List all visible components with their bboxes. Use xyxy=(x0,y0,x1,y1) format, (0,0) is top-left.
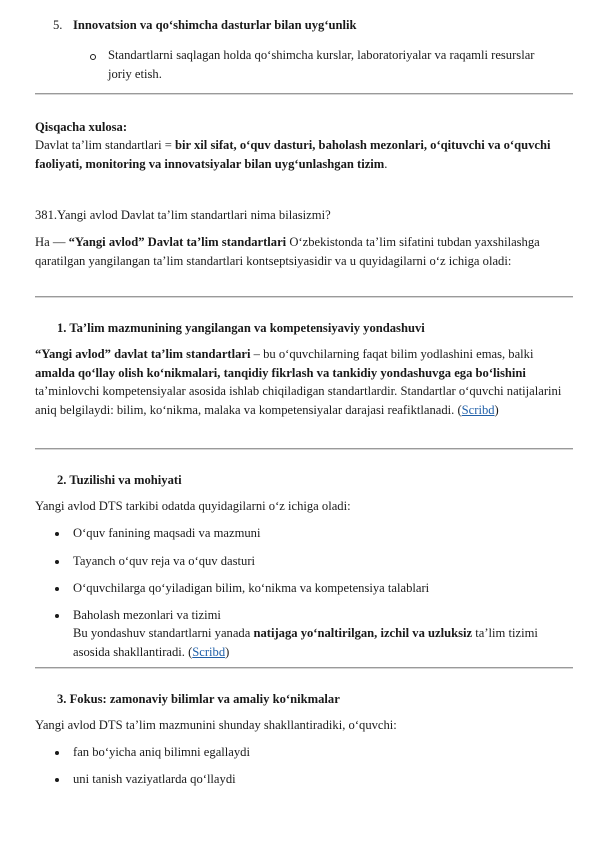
section-3-item: uni tanish vaziyatlarda qo‘llaydi xyxy=(73,772,236,786)
answer-ha: Ha — xyxy=(35,235,69,249)
section-1-text-2: ta’minlovchi kompetensiyalar asosida ishlab chiqiladigan standartlardir. Standartlar o‘quvchi natijalarini aniq belgilaydi: bilim, ko‘nikma, malaka va kompetensiyalar darajasi reafiktlanadi. ( xyxy=(35,384,562,417)
section-2-heading: 2. Tuzilishi va mohiyati xyxy=(57,473,182,487)
section-5-title: Innovatsion va qo‘shimcha dasturlar bilan uyg‘unlik xyxy=(73,18,357,32)
section-2-item: Tayanch o‘quv reja va o‘quv dasturi xyxy=(73,554,256,568)
section-2-close: ) xyxy=(225,644,230,659)
summary-text xyxy=(35,136,565,173)
section-2-item: Baholash mezonlari va tizimi xyxy=(73,608,221,622)
bullet-icon xyxy=(55,614,59,618)
section-2-note xyxy=(73,624,563,661)
section-1-text-1: – bu o‘quvchilarning faqat bilim yodlashini emas, balki xyxy=(250,347,534,361)
section-1-paragraph xyxy=(35,345,570,419)
section-3-item: fan bo‘yicha aniq bilimni egallaydi xyxy=(73,745,250,759)
section-2-note-text-2: ta’lim tizimi asosida shakllantiradi. ( xyxy=(73,626,538,659)
section-5-number: 5. xyxy=(53,18,63,32)
section-5-item: Standartlarni saqlagan holda qo‘shimcha kurslar, laboratoriyalar va raqamli resurslar joriy etish. xyxy=(108,48,535,81)
summary-lead: Davlat ta’lim standartlari = xyxy=(35,138,172,152)
answer-rest: O‘zbekistonda ta’lim sifatini tubdan yaxshilashga qaratilgan yangilangan ta’lim standartlari kontseptsiyasidir va u quyidagilarni o‘z ichiga oladi: xyxy=(35,235,540,268)
summary-heading: Qisqacha xulosa: xyxy=(35,120,128,134)
summary-bold: bir xil sifat, o‘quv dasturi, baholash mezonlari, o‘qituvchi va o‘quvchi faoliyati, monitoring va innovatsiyalar bilan uyg‘unlashgan tizim xyxy=(35,138,551,171)
section-1-heading: 1. Ta’lim mazmunining yangilangan va kompetensiyaviy yondashuvi xyxy=(57,321,425,335)
bullet-icon xyxy=(55,560,59,564)
section-1-bold-2: amalda qo‘llay olish ko‘nikmalari, tanqidiy fikrlash va tankidiy yondashuvga ega bo‘lishini xyxy=(35,365,526,380)
bullet-icon xyxy=(55,532,59,536)
section-2-item: O‘quvchilarga qo‘yiladigan bilim, ko‘nikma va kompetensiya talablari xyxy=(73,581,430,595)
section-1-bold-1: “Yangi avlod” davlat ta’lim standartlari xyxy=(35,347,251,361)
scribd-link[interactable]: Scribd xyxy=(192,644,226,659)
section-2-note-text: Bu yondashuv standartlarni yanada xyxy=(73,626,254,640)
divider xyxy=(35,93,573,95)
summary-tail: . xyxy=(384,156,388,171)
divider xyxy=(35,448,573,450)
scribd-link[interactable]: Scribd xyxy=(461,402,495,417)
hollow-circle-bullet-icon xyxy=(90,54,96,60)
section-3-heading: 3. Fokus: zamonaviy bilimlar va amaliy ko‘nikmalar xyxy=(57,692,340,706)
divider xyxy=(35,667,573,669)
bullet-icon xyxy=(55,751,59,755)
section-2-item: O‘quv fanining maqsadi va mazmuni xyxy=(73,526,261,540)
section-3-intro: Yangi avlod DTS ta’lim mazmunini shunday shakllantiradiki, o‘quvchi: xyxy=(35,718,397,732)
divider xyxy=(35,296,573,298)
answer-381 xyxy=(35,233,575,270)
section-2-note-bold: natijaga yo‘naltirilgan, izchil va uzluksiz xyxy=(253,626,473,640)
bullet-icon xyxy=(55,587,59,591)
bullet-icon xyxy=(55,778,59,782)
answer-bold: “Yangi avlod” Davlat ta’lim standartlari xyxy=(68,235,287,249)
section-2-intro: Yangi avlod DTS tarkibi odatda quyidagilarni o‘z ichiga oladi: xyxy=(35,499,351,513)
question-381: 381.Yangi avlod Davlat ta’lim standartlari nima bilasizmi? xyxy=(35,208,331,222)
section-1-close: ) xyxy=(494,402,499,417)
